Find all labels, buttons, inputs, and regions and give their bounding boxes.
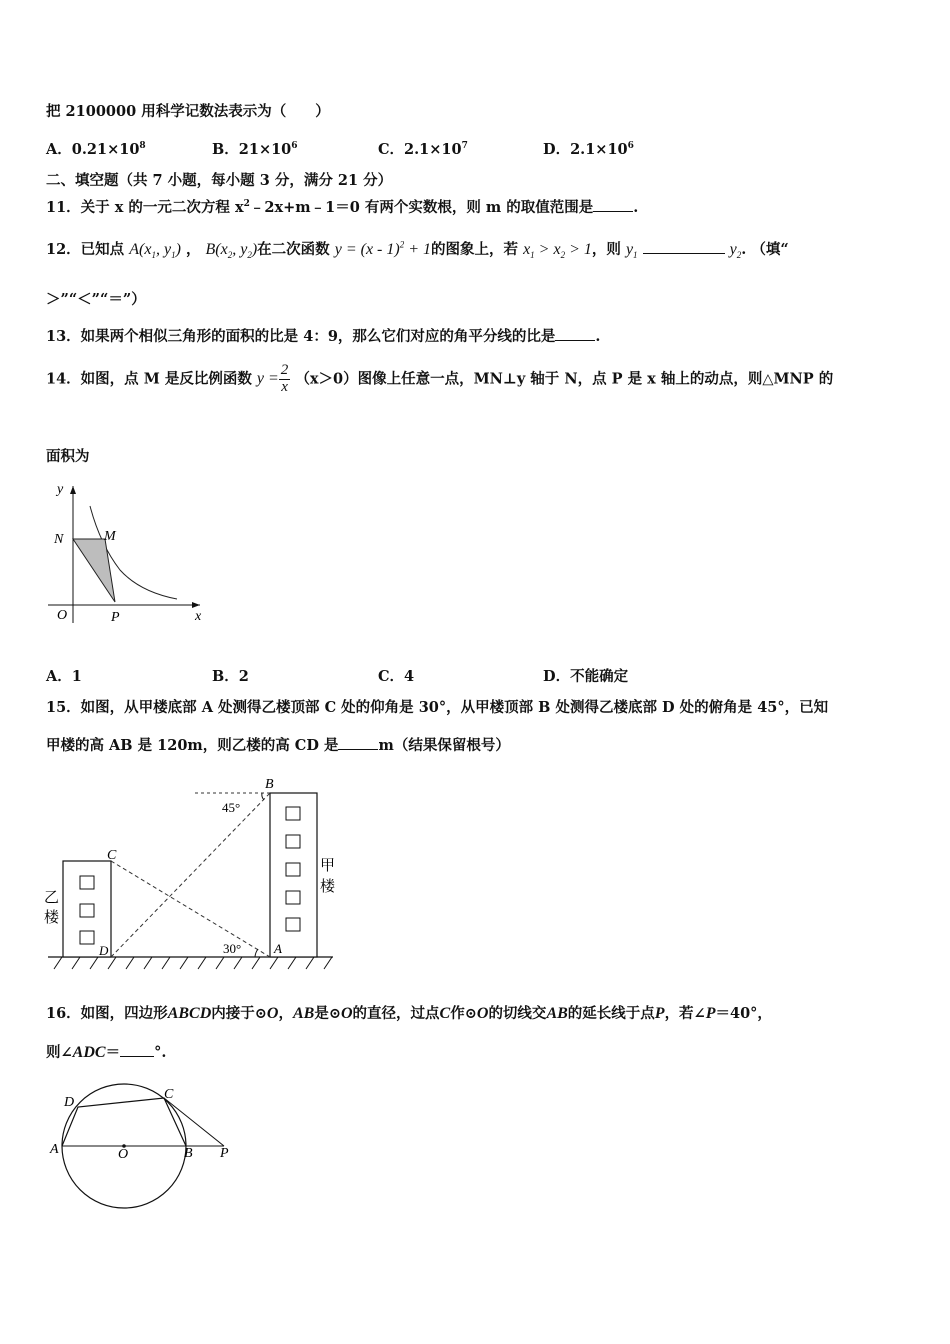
q14-label-p: P — [111, 610, 120, 625]
q12-answer-blank — [643, 240, 725, 254]
section-2-title: 二、填空题（共 7 小题，每小题 3 分，满分 21 分） — [46, 172, 393, 189]
q15-label-b: B — [265, 777, 274, 792]
q15-label-jia-2: 楼 — [320, 879, 336, 895]
q10-option-b: B．$21\times 10^6$ — [212, 141, 298, 158]
q13-answer-blank — [555, 327, 595, 341]
q16-label-b: B — [184, 1146, 193, 1161]
q14-option-c: C．4 — [378, 668, 415, 685]
q14-label-m: M — [104, 529, 116, 544]
q16-label-c: C — [164, 1087, 174, 1102]
q15-label-yi-2: 楼 — [44, 910, 60, 926]
q16-answer-blank — [120, 1043, 154, 1057]
q16-label-o: O — [118, 1147, 129, 1162]
q12-line2: ＞”“＜”“＝”） — [46, 291, 146, 308]
q12-condition: $x_1 > x_2 > 1$ — [523, 241, 592, 261]
q16-label-p: P — [220, 1146, 229, 1161]
q10-option-d: D．$2.1\times 10^6$ — [543, 141, 634, 158]
q16-label-a: A — [50, 1142, 59, 1157]
q16-line2: 则∠ADC＝ °. — [46, 1044, 167, 1061]
q15-label-angle45: 45° — [222, 800, 241, 815]
q14-option-d: D．不能确定 — [543, 668, 629, 685]
q14-label-n: N — [54, 532, 64, 547]
q11: 11．关于 x 的一元二次方程 $x^2﹣2x+m﹣1=0$ 有两个实数根，则 m 的取值范围是 . — [46, 199, 639, 216]
q14-option-a: A．1 — [46, 668, 82, 685]
q15-label-angle30: 30° — [223, 941, 242, 956]
q14-line2: 面积为 — [46, 448, 90, 465]
q14-label-o: O — [57, 608, 68, 623]
q15-answer-blank — [338, 736, 378, 750]
q13: 13．如果两个相似三角形的面积的比是 4：9，那么它们对应的角平分线的比是 . — [46, 328, 601, 345]
q16-line1: 16．如图，四边形ABCD内接于⊙O，AB是⊙O的直径，过点C作⊙O的切线交AB的延长线于点P，若∠P＝40°， — [46, 1005, 772, 1022]
q14-figure — [40, 478, 215, 628]
q10-option-c: C．$2.1\times 10^7$ — [378, 141, 468, 158]
q12-line1: 12．已知点 $A(x_1$, $y_1$) ， $B(x_2$, $y_2$)在二次函数 y = (x - 1)$^2$ + 1的图象上，若 $x_1 > x_2 > 1$，则 $y_1$ $y_2$. （填“ — [46, 239, 789, 261]
q15-label-jia-1: 甲 — [320, 858, 336, 874]
q14-function: y = — [256, 369, 279, 387]
q15-line1: 15．如图，从甲楼底部 A 处测得乙楼顶部 C 处的仰角是 30°，从甲楼顶部 B 处测得乙楼底部 D 处的俯角是 45°，已知 — [46, 699, 829, 716]
q16-figure — [40, 1078, 250, 1213]
q10-option-a: A．$0.21\times 10^8$ — [46, 141, 146, 158]
q12-function: y = (x - 1)$^2$ + 1 — [334, 239, 431, 258]
q14-label-y: y — [57, 482, 64, 497]
q14-label-x: x — [195, 609, 202, 624]
q16-label-d: D — [64, 1095, 75, 1110]
q12-point-b: $B(x_2$, $y_2$) — [205, 241, 258, 261]
q12-point-a: $A(x_1$, $y_1$) — [129, 241, 181, 261]
q11-answer-blank — [593, 198, 633, 212]
q15-label-c: C — [107, 848, 117, 863]
q15-label-yi-1: 乙 — [44, 890, 60, 906]
q14-option-b: B．2 — [212, 668, 249, 685]
q15-label-a: A — [274, 941, 282, 956]
q10-stem: 把 2100000 用科学记数法表示为（ ） — [46, 103, 330, 120]
q15-figure — [40, 775, 345, 975]
q15-line2: 甲楼的高 AB 是 120m，则乙楼的高 CD 是 m（结果保留根号） — [46, 737, 510, 754]
q15-label-d: D — [99, 943, 109, 958]
q14-line1: 14．如图，点 M 是反比例函数 y = $\frac{2}{x}$ （x＞0）图像上任意一点，MN⊥y 轴于 N，点 P 是 x 轴上的动点，则△MNP 的 — [46, 362, 834, 395]
